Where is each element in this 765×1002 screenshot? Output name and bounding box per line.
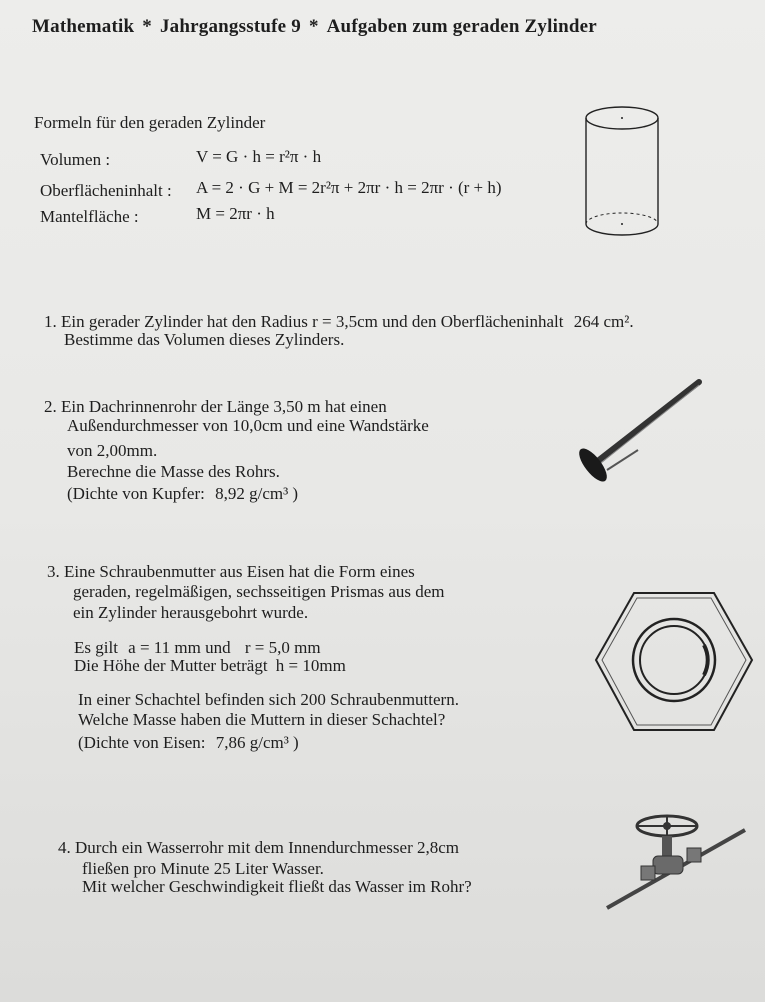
task-3-line-8 (78, 733, 299, 753)
task-2-line-4: Berechne die Masse des Rohrs. (67, 462, 280, 481)
task-2-text-1: Ein Dachrinnenrohr der Länge 3,50 m hat einen (61, 397, 387, 416)
title-topic: Aufgaben zum geraden Zylinder (326, 16, 597, 37)
task-3-density-label: (Dichte von Eisen: (78, 733, 206, 752)
task-3-line-4 (74, 638, 321, 658)
task-4-text-1: Durch ein Wasserrohr mit dem Innendurchmesser 2,8cm (75, 838, 460, 857)
task-3-line-3: ein Zylinder herausgebohrt wurde. (73, 603, 309, 622)
task-4-line-2: fließen pro Minute 25 Liter Wasser. (82, 859, 324, 878)
task-1-text-b: und den Oberflächeninhalt (382, 312, 564, 331)
task-2-line-2: Außendurchmesser von 10,0cm und eine Wandstärke (67, 416, 429, 435)
task-1-radius: r = 3,5cm (312, 312, 378, 331)
task-3-radius: r = 5,0 mm (244, 638, 321, 657)
surface-formula: A = 2 · G + M = 2r²π + 2πr · h = 2πr · (r + h) (196, 178, 502, 197)
task-4-number: 4. (58, 838, 71, 857)
task-4-line-1 (58, 838, 459, 858)
title-separator: * (142, 16, 152, 37)
pipe-illustration (572, 378, 712, 488)
title-separator: * (308, 16, 319, 37)
task-3-number: 3. (47, 562, 60, 581)
task-1: 1. Ein gerader Zylinder hat den Radius r = 3,5cm und den Oberflächeninhalt 264 cm². (44, 312, 634, 331)
page-title (32, 16, 597, 38)
title-subject: Mathematik (32, 16, 135, 37)
surface-label: Oberflächeninhalt : (40, 181, 172, 200)
lateral-formula: M = 2πr · h (196, 204, 275, 223)
task-3-height-label: Die Höhe der Mutter beträgt (74, 656, 268, 675)
cylinder-illustration (583, 98, 663, 248)
task-3-line-2: geraden, regelmäßigen, sechsseitigen Prismas aus dem (73, 582, 445, 601)
task-3-side-length: a = 11 mm (128, 638, 201, 657)
task-2-line-1 (44, 397, 387, 417)
task-3-height: h = 10mm (275, 656, 346, 675)
task-2-number: 2. (44, 397, 57, 416)
task-3-and: und (205, 638, 231, 657)
task-1-text: Ein gerader Zylinder hat den Radius (61, 312, 308, 331)
volume-label: Volumen : (40, 150, 111, 169)
task-3-density: 7,86 g/cm³ ) (215, 733, 299, 752)
task-1-question: Bestimme das Volumen dieses Zylinders. (64, 330, 345, 349)
task-3-line-5 (74, 656, 346, 676)
task-2-density-label: (Dichte von Kupfer: (67, 484, 205, 503)
task-2-line-5 (67, 484, 298, 504)
task-2-line-3: von 2,00mm. (67, 441, 158, 460)
title-grade: Jahrgangsstufe 9 (159, 16, 301, 37)
task-3-given-label: Es gilt (74, 638, 118, 657)
task-3-line-6: In einer Schachtel befinden sich 200 Schraubenmuttern. (78, 690, 459, 709)
formulas-heading: Formeln für den geraden Zylinder (34, 113, 266, 132)
valve-illustration (605, 808, 755, 918)
task-3-line-7: Welche Masse haben die Muttern in dieser Schachtel? (78, 710, 446, 729)
task-3-text-1: Eine Schraubenmutter aus Eisen hat die Form eines (64, 562, 415, 581)
task-1-area: 264 cm² (573, 312, 630, 331)
task-3-line-1 (47, 562, 415, 582)
task-4-line-3: Mit welcher Geschwindigkeit fließt das Wasser im Rohr? (82, 877, 472, 896)
lateral-label: Mantelfläche : (40, 207, 139, 226)
task-1-number: 1. (44, 312, 57, 331)
task-2-density: 8,92 g/cm³ ) (215, 484, 299, 503)
hex-nut-illustration (594, 590, 754, 740)
volume-formula: V = G · h = r²π · h (196, 147, 322, 166)
